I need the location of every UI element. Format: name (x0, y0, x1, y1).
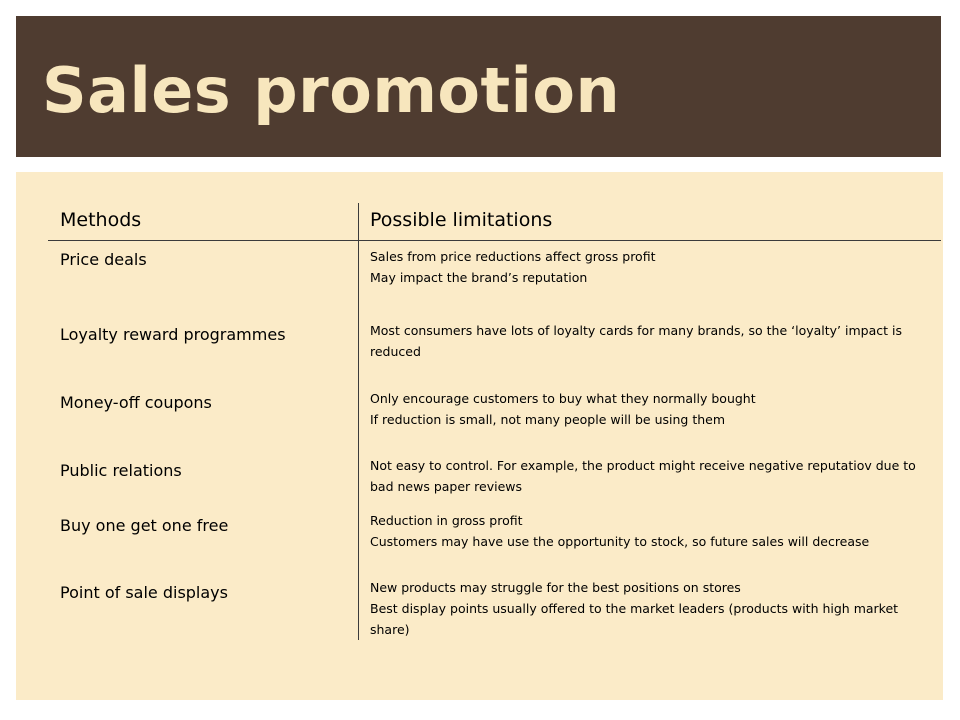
limitation-line: Most consumers have lots of loyalty cards for many brands, so the ‘loyalty’ impact is reduced (370, 323, 902, 359)
method-loyalty-reward: Loyalty reward programmes (60, 325, 286, 344)
header-limitations: Possible limitations (370, 209, 553, 231)
header-methods: Methods (60, 209, 142, 231)
limitation-line: Best display points usually offered to the market leaders (products with high market share) (370, 601, 899, 637)
method-point-of-sale: Point of sale displays (60, 583, 228, 602)
limitations-public-relations (370, 455, 935, 497)
slide-title: Sales promotion (42, 54, 621, 127)
limitation-line: May impact the brand’s reputation (370, 270, 588, 285)
method-public-relations: Public relations (60, 461, 182, 480)
limitations-buy-one-get-one (370, 510, 935, 552)
limitation-line: Reduction in gross profit (370, 513, 523, 528)
header-divider (48, 240, 941, 241)
limitations-loyalty-reward (370, 320, 935, 362)
limitation-line: Sales from price reductions affect gross profit (370, 249, 656, 264)
limitation-line: New products may struggle for the best positions on stores (370, 580, 741, 595)
limitations-price-deals (370, 246, 935, 288)
limitation-line: Customers may have use the opportunity to stock, so future sales will decrease (370, 534, 870, 549)
column-divider (358, 203, 359, 640)
limitations-point-of-sale (370, 577, 935, 640)
method-money-off-coupons: Money-off coupons (60, 393, 212, 412)
limitation-line: Not easy to control. For example, the product might receive negative reputatiov due to bad news paper reviews (370, 458, 916, 494)
method-buy-one-get-one: Buy one get one free (60, 516, 229, 535)
limitation-line: If reduction is small, not many people will be using them (370, 412, 726, 427)
limitations-money-off-coupons (370, 388, 935, 430)
method-price-deals: Price deals (60, 250, 147, 269)
limitation-line: Only encourage customers to buy what they normally bought (370, 391, 756, 406)
